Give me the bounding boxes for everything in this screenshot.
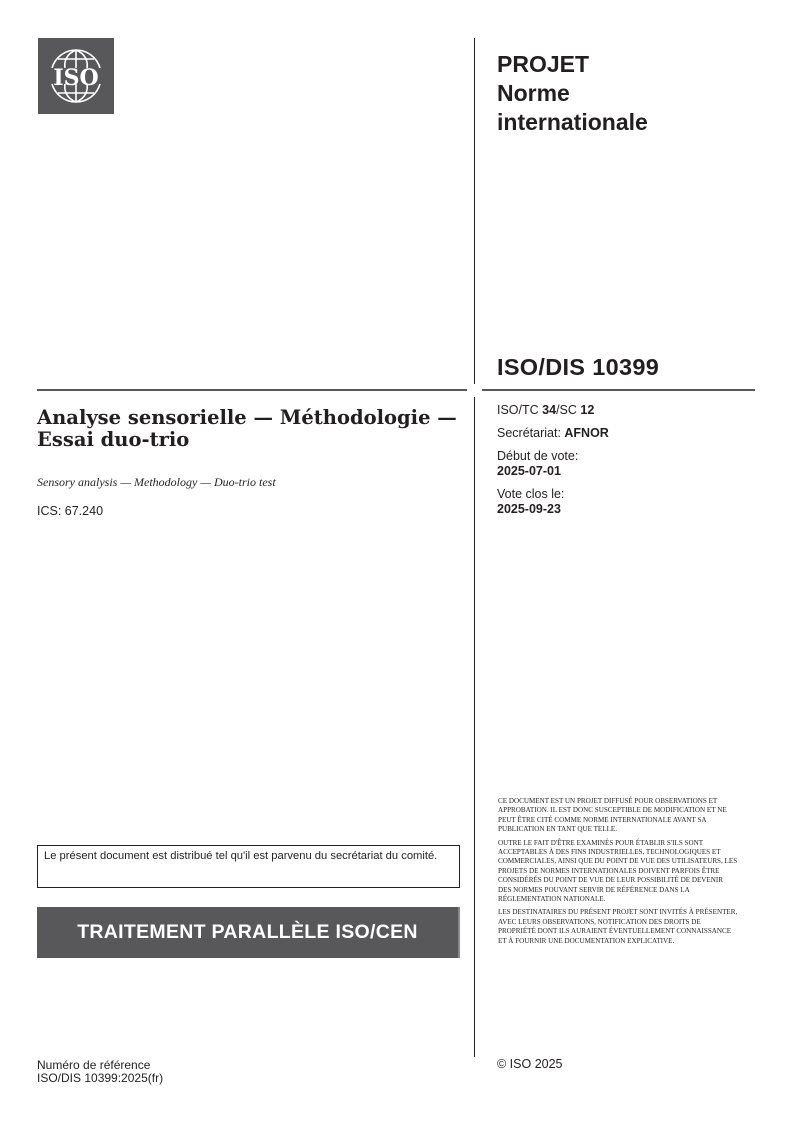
standard-prefix: ISO/DIS — [497, 354, 586, 380]
svg-text:ISO: ISO — [53, 65, 99, 91]
vote-start-label: Début de vote: — [497, 449, 579, 463]
reference-value: ISO/DIS 10399:2025(fr) — [37, 1071, 164, 1085]
document-title: Analyse sensorielle — Méthodologie — Essai duo-trio — [37, 406, 457, 451]
sc-number: 12 — [580, 403, 595, 417]
secretariat — [497, 426, 609, 441]
vote-end — [497, 487, 609, 517]
iso-globe-logo-icon — [38, 38, 114, 114]
doc-type-line: internationale — [497, 109, 648, 135]
notice-paragraph: LES DESTINATAIRES DU PRÉSENT PROJET SONT INVITÉS À PRÉSENTER, AVEC LEURS OBSERVATIONS, NOTIFICATION DES DROITS DE PROPRIÉTÉ DONT ILS AURAIENT ÉVENTUELLEMENT CONNAISSANCE ET À FOURNIR UNE DOCUMENTATION EXPLICATIVE. — [498, 908, 738, 945]
vote-end-label: Vote clos le: — [497, 487, 565, 501]
copyright: © ISO 2025 — [497, 1057, 563, 1071]
horizontal-divider-right — [482, 389, 755, 391]
ics-code: ICS: 67.240 — [37, 504, 104, 518]
notice-paragraph: OUTRE LE FAIT D'ÊTRE EXAMINÉS POUR ÉTABLIR S'ILS SONT ACCEPTABLES À DES FINS INDUSTRIELLES, TECHNOLOGIQUES ET COMMERCIALES, AINSI QUE DU POINT DE VUE DES UTILISATEURS, LES PROJETS DE NORMES INTERNATIONALES DOIVENT PARFOIS ÊTRE CONSIDÉRÉS DU POINT DE VUE DE LEUR POSSIBILITÉ DE DEVENIR DES NORMES POUVANT SERVIR DE RÉFÉRENCE DANS LA RÉGLEMENTATION NATIONALE. — [498, 838, 738, 904]
sc-label: /SC — [556, 403, 581, 417]
secretariat-label: Secrétariat: — [497, 426, 565, 440]
standard-number — [497, 354, 659, 381]
horizontal-divider-left — [37, 389, 467, 391]
doc-type-line: PROJET — [497, 51, 590, 77]
distribution-note-box: Le présent document est distribué tel qu'il est parvenu du secrétariat du comité. — [37, 845, 460, 888]
reference-label: Numéro de référence — [37, 1058, 151, 1072]
vote-start — [497, 449, 609, 479]
committee — [497, 403, 609, 418]
english-title: Sensory analysis — Methodology — Duo-trio test — [37, 475, 276, 489]
draft-notice — [498, 797, 738, 950]
vote-end-date: 2025-09-23 — [497, 502, 561, 516]
doc-type-line: Norme — [497, 80, 570, 106]
tc-label: ISO/TC — [497, 403, 543, 417]
vertical-divider-top — [474, 38, 475, 384]
ballot-metadata — [497, 403, 609, 525]
reference-number — [37, 1059, 163, 1085]
vote-start-date: 2025-07-01 — [497, 464, 561, 478]
notice-paragraph: CE DOCUMENT EST UN PROJET DIFFUSÉ POUR OBSERVATIONS ET APPROBATION. IL EST DONC SUSCEPTIBLE DE MODIFICATION ET NE PEUT ÊTRE CITÉ COMME NORME INTERNATIONALE AVANT SA PUBLICATION EN TANT QUE TELLE. — [498, 797, 727, 834]
document-type-heading — [497, 50, 648, 137]
secretariat-value: AFNOR — [564, 426, 609, 440]
vertical-divider-bottom — [474, 397, 475, 1057]
parallel-processing-banner: TRAITEMENT PARALLÈLE ISO/CEN — [37, 907, 460, 958]
tc-number: 34 — [542, 403, 557, 417]
standard-number-value: 10399 — [592, 354, 660, 380]
iso-logo — [38, 38, 114, 114]
